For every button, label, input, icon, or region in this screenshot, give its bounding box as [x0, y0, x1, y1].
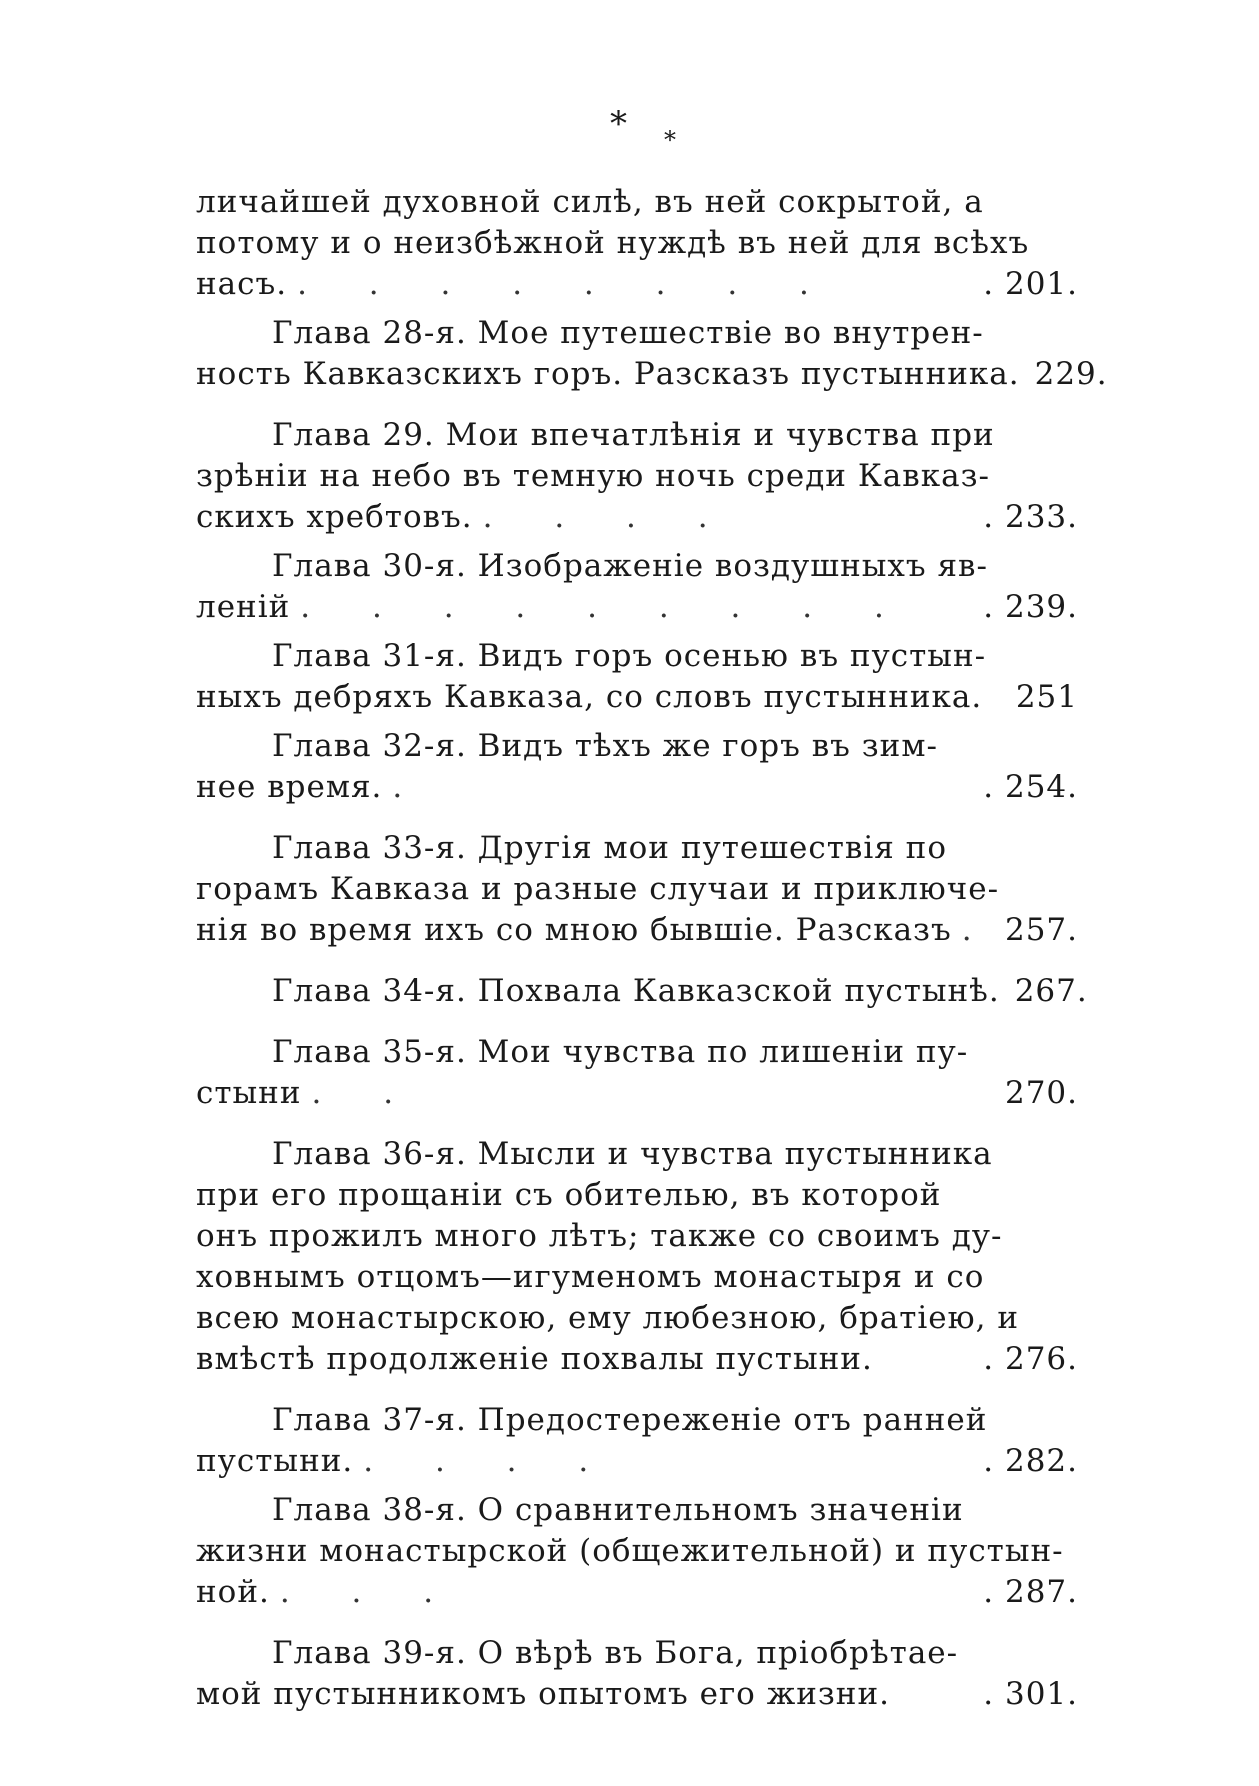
- entry-heading-line: [196, 1490, 1078, 1531]
- entry-text-line: [196, 223, 1078, 264]
- entry-text: Глава 39-я. О вѣрѣ въ Бога, пріобрѣтае-: [272, 1635, 959, 1671]
- entry-text-line: [196, 456, 1078, 497]
- table-of-contents: [196, 182, 1108, 1723]
- entry-text: ность Кавказскихъ горъ. Разсказъ пустынника.: [196, 356, 1020, 392]
- entry-text: нія во время ихъ со мною бывшіе. Разсказъ: [196, 912, 952, 948]
- entry-heading-line: [196, 726, 1078, 767]
- entry-text: личайшей духовной силѣ, въ ней сокрытой, а: [196, 184, 984, 220]
- entry-text-line: [196, 1441, 1078, 1482]
- entry-text: насъ.: [196, 266, 288, 302]
- toc-entry: [196, 1134, 1078, 1380]
- toc-entry: [196, 1032, 1078, 1114]
- page-number: . 282.: [983, 1443, 1078, 1479]
- entry-text: при его прощаніи съ обителью, въ которой: [196, 1177, 942, 1213]
- entry-text-line: [196, 1216, 1078, 1257]
- entry-heading-line: [196, 1400, 1078, 1441]
- entry-text: зрѣніи на небо въ темную ночь среди Кавказ-: [196, 458, 990, 494]
- entry-text: Глава 29. Мои впечатлѣнія и чувства при: [272, 417, 995, 453]
- entry-text-line: [196, 1257, 1078, 1298]
- entry-text: Глава 37-я. Предостереженіе отъ ранней: [272, 1402, 988, 1438]
- entry-text: пустыни.: [196, 1443, 354, 1479]
- page-number: . 233.: [983, 499, 1078, 535]
- entry-heading-line: [196, 1633, 1078, 1674]
- dot-leader: . . . . . . . . .: [300, 589, 910, 625]
- toc-entry: [196, 636, 1078, 718]
- page-number: 270.: [1004, 1075, 1078, 1111]
- dot-leader: . . . . . . . .: [297, 266, 835, 302]
- toc-entry: [196, 313, 1108, 395]
- entry-heading-line: [196, 313, 1078, 354]
- page-number: 251: [1015, 679, 1078, 715]
- entry-text-line: [196, 1531, 1078, 1572]
- entry-text-line: [196, 1298, 1078, 1339]
- entry-text: ховнымъ отцомъ—игуменомъ монастыря и со: [196, 1259, 985, 1295]
- entry-text: Глава 32-я. Видъ тѣхъ же горъ въ зим-: [272, 728, 938, 764]
- toc-entry: [196, 182, 1078, 305]
- dot-leader: . .: [311, 1075, 420, 1111]
- page-number: . 254.: [983, 769, 1078, 805]
- entry-text: Глава 30-я. Изображеніе воздушныхъ яв-: [272, 548, 988, 584]
- entry-text: онъ прожилъ много лѣтъ; также со своимъ ду-: [196, 1218, 1003, 1254]
- entry-text-line: [196, 1339, 1078, 1380]
- entry-text-line: [196, 1674, 1078, 1715]
- entry-text-line: [196, 497, 1078, 538]
- entry-text: Глава 38-я. О сравнительномъ значеніи: [272, 1492, 964, 1528]
- page-number: . 287.: [983, 1574, 1078, 1610]
- entry-text: ныхъ дебряхъ Кавказа, со словъ пустынника.: [196, 679, 983, 715]
- page-number: . 201.: [983, 266, 1078, 302]
- entry-text-line: [196, 1175, 1078, 1216]
- page-number: 229.: [1034, 356, 1108, 392]
- dot-leader: . . . .: [482, 499, 734, 535]
- toc-entry: [196, 828, 1078, 951]
- toc-entry: [196, 546, 1078, 628]
- entry-text: всею монастырскою, ему любезною, братіею, и: [196, 1300, 1019, 1336]
- entry-text: Глава 36-я. Мысли и чувства пустынника: [272, 1136, 993, 1172]
- entry-heading-line: [196, 1032, 1078, 1073]
- dot-leader: . . . .: [363, 1443, 615, 1479]
- asterisk-mark: *: [664, 126, 676, 154]
- entry-text: Глава 33-я. Другія мои путешествія по: [272, 830, 947, 866]
- entry-heading-line: [196, 636, 1078, 677]
- entry-heading-line: [196, 828, 1078, 869]
- entry-text: вмѣстѣ продолженіе похвалы пустыни.: [196, 1341, 873, 1377]
- dot-leader: .: [392, 769, 429, 805]
- entry-text-line: [196, 587, 1078, 628]
- entry-text-line: [196, 354, 1108, 395]
- entry-text-line: [196, 677, 1078, 718]
- entry-heading-line: [196, 971, 1088, 1012]
- page-number: . 239.: [983, 589, 1078, 625]
- toc-entry: [196, 1633, 1078, 1715]
- entry-text-line: [196, 869, 1078, 910]
- page-number: . 276.: [983, 1341, 1078, 1377]
- toc-entry: [196, 1490, 1078, 1613]
- entry-heading-line: [196, 546, 1078, 587]
- entry-text: нее время.: [196, 769, 383, 805]
- entry-text: ной.: [196, 1574, 270, 1610]
- entry-heading-line: [196, 182, 1078, 223]
- entry-text: горамъ Кавказа и разные случаи и приключе-: [196, 871, 1000, 907]
- entry-text-line: [196, 767, 1078, 808]
- entry-heading-line: [196, 1134, 1078, 1175]
- entry-text: Глава 34-я. Похвала Кавказской пустынѣ.: [272, 973, 1000, 1009]
- dot-leader: . . .: [279, 1574, 460, 1610]
- asterisk-mark: *: [610, 104, 627, 144]
- entry-text: леній: [196, 589, 291, 625]
- page-ornament: [0, 104, 1259, 154]
- entry-text: Глава 35-я. Мои чувства по лишеніи пу-: [272, 1034, 969, 1070]
- entry-text: мой пустынникомъ опытомъ его жизни.: [196, 1676, 890, 1712]
- entry-text-line: [196, 264, 1078, 305]
- toc-entry: [196, 1400, 1078, 1482]
- toc-entry: [196, 415, 1078, 538]
- entry-text: Глава 28-я. Мое путешествіе во внутрен-: [272, 315, 984, 351]
- page-number: 267.: [1014, 973, 1088, 1009]
- entry-text: Глава 31-я. Видъ горъ осенью въ пустын-: [272, 638, 987, 674]
- page-number: . 301.: [983, 1676, 1078, 1712]
- toc-entry: [196, 971, 1088, 1012]
- page-number: 257.: [1004, 912, 1078, 948]
- entry-text: жизни монастырской (общежительной) и пустын-: [196, 1533, 1064, 1569]
- entry-heading-line: [196, 415, 1078, 456]
- entry-text: потому и о неизбѣжной нуждѣ въ ней для всѣхъ: [196, 225, 1030, 261]
- entry-text-line: [196, 910, 1078, 951]
- entry-text: скихъ хребтовъ.: [196, 499, 473, 535]
- entry-text-line: [196, 1572, 1078, 1613]
- dot-leader: .: [961, 912, 998, 948]
- toc-entry: [196, 726, 1078, 808]
- entry-text-line: [196, 1073, 1078, 1114]
- entry-text: стыни: [196, 1075, 302, 1111]
